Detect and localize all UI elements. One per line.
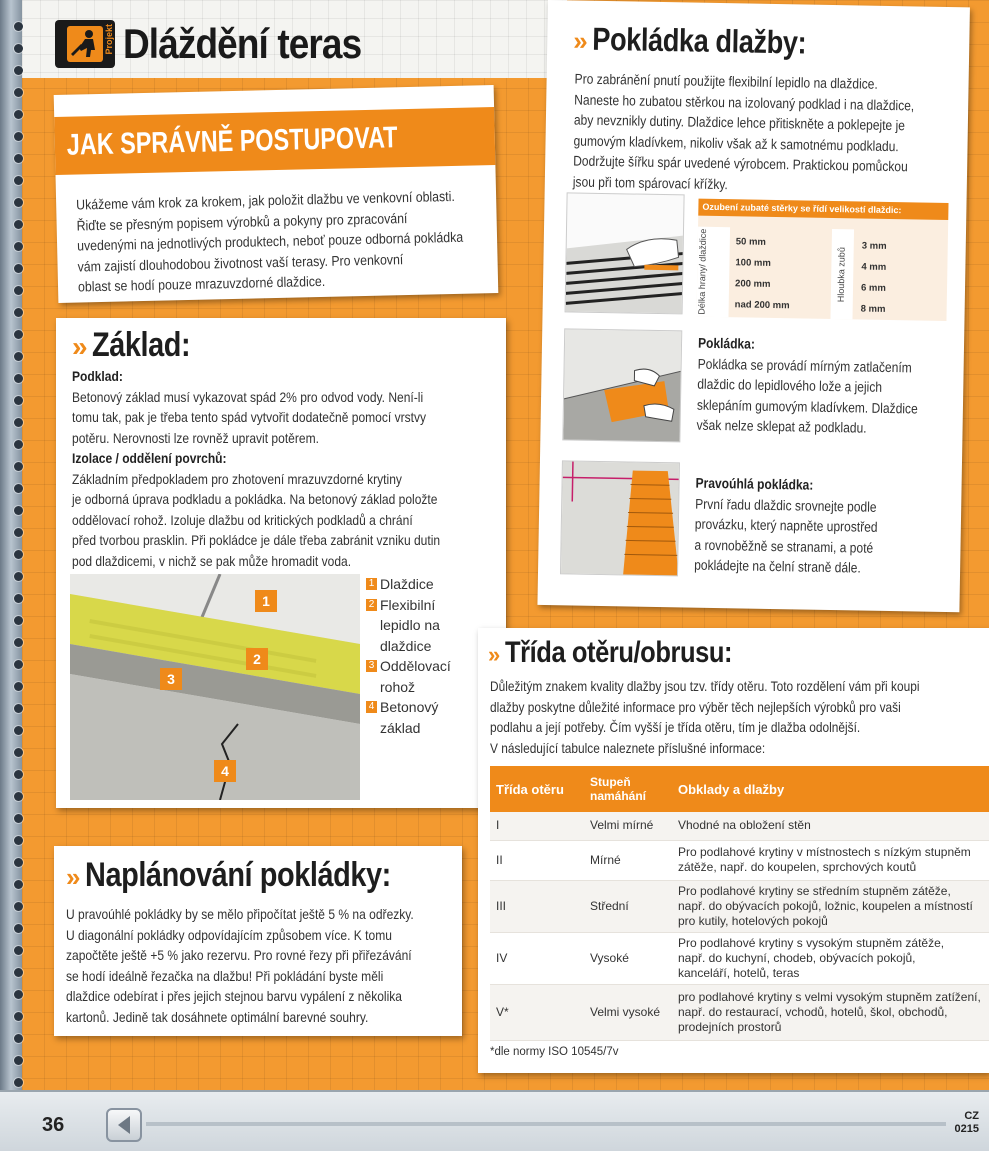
binder-hole — [14, 440, 23, 449]
table-row — [490, 932, 989, 984]
step-rectangular-line: První řadu dlaždic srovnejte podle — [695, 495, 877, 515]
legend-item — [366, 595, 496, 616]
desc-line: pro kutily, hotelových pokojů — [678, 913, 828, 928]
intro-heading: JAK SPRÁVNĚ POSTUPOVAT — [66, 121, 398, 162]
heading-marker: » — [488, 642, 501, 667]
depth-value: 3 mm — [861, 240, 887, 252]
page-number: 36 — [42, 1114, 65, 1136]
subheading-substrate: Podklad: — [72, 368, 123, 384]
binder-hole — [14, 792, 23, 801]
intro-line: Ukážeme vám krok za krokem, jak položit dlažbu ve venkovní oblasti. — [76, 187, 455, 213]
binder-hole — [14, 836, 23, 845]
binder-hole — [14, 814, 23, 823]
laying-line: Dodržujte šířku spár uvedené výrobcem. Praktickou pomůckou — [573, 152, 908, 175]
header-load: Stupeň namáhání — [584, 766, 672, 812]
binder-hole — [14, 88, 23, 97]
cell-class: V* — [490, 984, 584, 1040]
planning-card — [54, 846, 462, 1036]
step-rectangular-line: a rovnoběžně se stranami, a poté — [694, 536, 874, 556]
abrasion-heading — [488, 636, 772, 670]
figure-number-3: 3 — [160, 668, 182, 690]
isolation-line: před tvorbou prasklin. Při pokládce je dále třeba zabránit vzniku dutin — [72, 532, 441, 548]
desc-line: kanceláří, hotelů, teras — [678, 965, 800, 980]
abrasion-text — [490, 676, 983, 758]
binder-hole — [14, 726, 23, 735]
edge-length-label: Délka hrany/ dlaždice — [696, 227, 730, 318]
planning-line: kartonů. Jedině tak dosáhnete optimální barevné souhry. — [66, 1008, 369, 1025]
laying-line: Naneste ho zubatou stěrkou na izolovaný podklad i na dlaždice, — [574, 90, 915, 113]
planning-line: dlaždice odebírat i přes jejich stejnou barvu vypálení z několika — [66, 988, 402, 1004]
legend-item — [366, 697, 496, 718]
intro-text — [76, 185, 483, 297]
laying-line: Pro zabránění pnutí použijte flexibilní lepidlo na dlaždice. — [574, 70, 878, 92]
binder-hole — [14, 198, 23, 207]
binder-hole — [14, 308, 23, 317]
binder-hole — [14, 66, 23, 75]
project-badge: Projekt — [104, 24, 114, 55]
binder-hole — [14, 484, 23, 493]
header-tiles: Obklady a dlažby — [672, 766, 989, 812]
binder-hole — [14, 616, 23, 625]
legend-label: Oddělovací — [380, 658, 451, 674]
edge-value: 50 mm — [735, 236, 767, 248]
abrasion-table — [490, 766, 989, 1041]
page-title: Dláždění teras — [123, 20, 362, 67]
catalog-country: CZ — [964, 1110, 979, 1122]
desc-line: Pro podlahové krytiny se středním stupněm zátěže, — [678, 883, 951, 898]
cell-desc — [672, 984, 989, 1040]
binder-hole — [14, 418, 23, 427]
table-header-row — [490, 766, 989, 812]
subheading-isolation: Izolace / oddělení povrchů: — [72, 450, 227, 466]
depth-value: 8 mm — [860, 303, 886, 315]
binder-hole — [14, 770, 23, 779]
laying-line: gumovým kladívkem, nikoliv však až k samotnému podkladu. — [573, 131, 899, 154]
step-rectangular — [694, 473, 945, 580]
legend-number: 3 — [366, 660, 377, 672]
intro-line: oblast se hodí pouze mrazuvzdorné dlaždice. — [77, 272, 326, 295]
binder-hole — [14, 330, 23, 339]
previous-page-button[interactable] — [106, 1108, 142, 1142]
binder-hole — [14, 506, 23, 515]
binder-hole — [14, 220, 23, 229]
abrasion-line: dlažby poskytne důležité informace pro výběr těch nejlepších výrobků pro vaši — [490, 698, 901, 715]
binder-hole — [14, 660, 23, 669]
legend-label: rohož — [380, 678, 416, 695]
legend-number: 1 — [366, 578, 377, 590]
edge-value: 200 mm — [734, 278, 771, 290]
desc-line: Pro podlahové krytiny s vysokým stupněm zátěže, — [678, 935, 945, 950]
page-header — [55, 18, 394, 70]
layers-legend — [366, 574, 496, 738]
legend-number: 2 — [366, 599, 377, 611]
step-laying-title: Pokládka: — [697, 334, 756, 352]
abrasion-line: Důležitým znakem kvality dlažby jsou tzv. třídy otěru. Toto rozdělení vám při koupi — [490, 678, 920, 694]
isolation-line: Základním předpokladem pro zhotovení mrazuvzdorné krytiny — [72, 470, 402, 487]
legend-label: Betonový — [380, 699, 439, 715]
planning-line: započtěte ještě +5 % jako rezervu. Pro rovné řezy při přiřezávání — [66, 947, 412, 963]
heading-marker: » — [72, 331, 88, 362]
planning-line: U pravoúhlé pokládky by se mělo připočítat ještě 5 % na odřezky. — [66, 906, 414, 922]
binder-hole — [14, 286, 23, 295]
binder-hole — [14, 748, 23, 757]
step-laying-line: však nelze sklepat až podkladu. — [696, 416, 867, 436]
base-card — [56, 318, 506, 808]
substrate-line: tomu tak, pak je třeba tento spád vytvořit dodatečně pomocí vrstvy — [72, 409, 427, 425]
cell-load: Mírné — [590, 852, 621, 867]
binder-hole — [14, 1056, 23, 1065]
depth-value: 6 mm — [860, 282, 886, 294]
trowel-table — [696, 199, 948, 321]
cell-load: Velmi mírné — [584, 812, 672, 840]
binder-hole — [14, 44, 23, 53]
substrate-line: potěru. Nerovnosti lze rovněž upravit potěrem. — [72, 429, 319, 446]
binder-hole — [14, 374, 23, 383]
binder-hole — [14, 638, 23, 647]
catalog-number: 0215 — [954, 1123, 979, 1135]
base-text — [72, 366, 485, 571]
binder-hole — [14, 990, 23, 999]
catalog-code — [955, 1110, 979, 1136]
depth-value: 4 mm — [861, 261, 887, 273]
legend-item — [366, 656, 496, 677]
step-rectangular-title: Pravoúhlá pokládka: — [695, 474, 814, 493]
binder-hole — [14, 594, 23, 603]
binder-hole — [14, 880, 23, 889]
binder-hole — [14, 902, 23, 911]
planning-text — [66, 904, 453, 1027]
desc-line: např. do kuchyní, chodeb, obývacích pokojů, — [678, 950, 916, 965]
tooth-depth-label: Hloubka zubů — [830, 229, 854, 319]
edge-value: nad 200 mm — [734, 299, 790, 312]
laying-text — [573, 68, 953, 198]
cell-class: I — [490, 812, 584, 840]
binder-hole — [14, 176, 23, 185]
laying-title: Pokládka dlažby: — [591, 20, 807, 61]
depth-column — [860, 236, 886, 320]
edge-value: 100 mm — [735, 257, 771, 269]
legend-number: 4 — [366, 701, 377, 713]
planning-line: U diagonální pokládky odpovídajícím způsobem více. K tomu — [66, 926, 392, 943]
planning-line: se hodí ideálně řezačka na dlažbu! Při pokládání byste měli — [66, 967, 384, 984]
table-row — [490, 880, 989, 932]
binder-hole — [14, 1012, 23, 1021]
legend-label: základ — [380, 719, 421, 736]
abrasion-title: Třída otěru/obrusu: — [504, 636, 732, 669]
figure-number-4: 4 — [214, 760, 236, 782]
cell-desc — [672, 932, 989, 984]
trowel-illustration — [565, 192, 685, 314]
heading-marker: » — [66, 862, 81, 892]
binder-hole — [14, 924, 23, 933]
laying-heading — [573, 20, 844, 62]
cell-class: II — [496, 852, 503, 867]
step-rectangular-line: provázku, který napněte uprostřed — [694, 515, 878, 535]
desc-line: zátěže, např. do koupelen, sprchových koutů — [678, 860, 917, 874]
tile-press-illustration — [562, 328, 682, 442]
isolation-line: pod dlaždicemi, v nichž se pak může hromadit voda. — [72, 552, 352, 569]
binder-hole — [14, 946, 23, 955]
base-heading — [72, 326, 208, 365]
intro-line: Řiďte se přesným popisem výrobků a pokyny pro zpracování — [76, 209, 408, 234]
laying-card — [537, 0, 969, 612]
desc-line: Vhodné na obložení stěn — [678, 818, 811, 833]
cell-class: III — [490, 880, 584, 932]
binder-hole — [14, 528, 23, 537]
legend-label: Dlaždice — [380, 576, 434, 592]
desc-line: např. do restaurací, vchodů, hotelů, škol, obchodů, — [678, 1004, 948, 1019]
cell-desc — [672, 840, 989, 880]
abrasion-line: V následující tabulce naleznete příslušné informace: — [490, 739, 766, 756]
binder-hole — [14, 1078, 23, 1087]
desc-line: pro podlahové krytiny s velmi vysokým stupněm zatížení, — [678, 989, 981, 1004]
figure-number-1: 1 — [255, 590, 277, 612]
abrasion-card — [478, 628, 989, 1073]
desc-line: Pro podlahové krytiny v místnostech s nízkým stupněm — [678, 845, 971, 859]
rectangular-laying-illustration — [560, 460, 680, 576]
substrate-line: Betonový základ musí vykazovat spád 2% pro odvod vody. Není-li — [72, 388, 424, 405]
legend-label: Flexibilní — [380, 596, 436, 613]
binder-hole — [14, 110, 23, 119]
binder-hole — [14, 682, 23, 691]
intro-heading-bar — [54, 107, 495, 175]
table-row — [490, 984, 989, 1040]
header-class: Třída otěru — [490, 766, 584, 812]
layers-illustration — [70, 574, 360, 800]
table-footnote: *dle normy ISO 10545/7v — [490, 1046, 619, 1058]
legend-label: dlaždice — [380, 637, 432, 654]
laying-line: aby nevznikly dutiny. Dlaždice lehce přitiskněte a poklepejte je — [573, 111, 906, 134]
binder-hole — [14, 396, 23, 405]
desc-line: např. do obývacích pokojů, ložnic, koupelen a místností — [678, 898, 973, 913]
legend-item — [366, 574, 496, 595]
worker-icon — [55, 20, 115, 68]
heading-marker: » — [573, 25, 589, 56]
table-row — [490, 840, 989, 880]
step-laying-line: Pokládka se provádí mírným zatlačením — [697, 355, 912, 375]
step-laying-line: sklepáním gumovým kladívkem. Dlaždice — [696, 396, 918, 417]
figure-number-2: 2 — [246, 648, 268, 670]
base-title: Základ: — [92, 326, 191, 364]
binder-hole — [14, 352, 23, 361]
intro-line: vám zajistí dlouhodobou životnost vaší terasy. Pro venkovní — [77, 250, 404, 275]
binder-hole — [14, 264, 23, 273]
cell-desc — [672, 880, 989, 932]
step-laying — [696, 333, 947, 440]
abrasion-line: podlahu a její potřeby. Čím vyšší je třída otěru, tím je dlažba odolnější. — [490, 719, 861, 735]
page-footer — [0, 1090, 989, 1151]
binder-hole — [14, 462, 23, 471]
isolation-line: je odborná úprava podkladu a pokládka. Na betonový základ položte — [72, 491, 438, 507]
cell-load: Střední — [584, 880, 672, 932]
step-rectangular-line: pokládejte na čelní straně dále. — [694, 556, 861, 576]
binder-hole — [14, 154, 23, 163]
trowel-row — [735, 231, 791, 316]
legend-label: lepidlo na — [380, 617, 440, 633]
desc-line: prodejních prostorů — [678, 1019, 782, 1034]
intro-line: uvedenými na jednotlivých produktech, neboť pouze odborná pokládka — [76, 228, 464, 254]
cell-desc — [672, 812, 989, 840]
planning-title: Naplánování pokládky: — [84, 856, 391, 894]
binder-hole — [14, 132, 23, 141]
binder-hole — [14, 968, 23, 977]
trowel-table-title: Ozubení zubaté stěrky se řídí velikostí dlaždic: — [698, 199, 948, 220]
binder-hole — [14, 22, 23, 31]
binder-hole — [14, 242, 23, 251]
binder-hole — [14, 1034, 23, 1043]
cell-load: Velmi vysoké — [584, 984, 672, 1040]
cell-load: Vysoké — [590, 950, 629, 965]
binder-hole — [14, 572, 23, 581]
step-laying-line: dlaždic do lepidlového lože a jejich — [697, 375, 883, 395]
binder-hole — [14, 704, 23, 713]
binder-hole — [14, 550, 23, 559]
laying-line: jsou při tom spárovací křížky. — [572, 172, 728, 192]
planning-heading — [66, 856, 445, 895]
arrow-left-icon — [118, 1116, 130, 1134]
footer-bar — [146, 1122, 946, 1126]
table-row — [490, 812, 989, 840]
cell-class: IV — [496, 950, 508, 965]
isolation-line: oddělovací rohož. Izoluje dlažbu od kritických podkladů a chrání — [72, 511, 413, 528]
intro-card — [54, 85, 499, 303]
binder-hole — [14, 858, 23, 867]
